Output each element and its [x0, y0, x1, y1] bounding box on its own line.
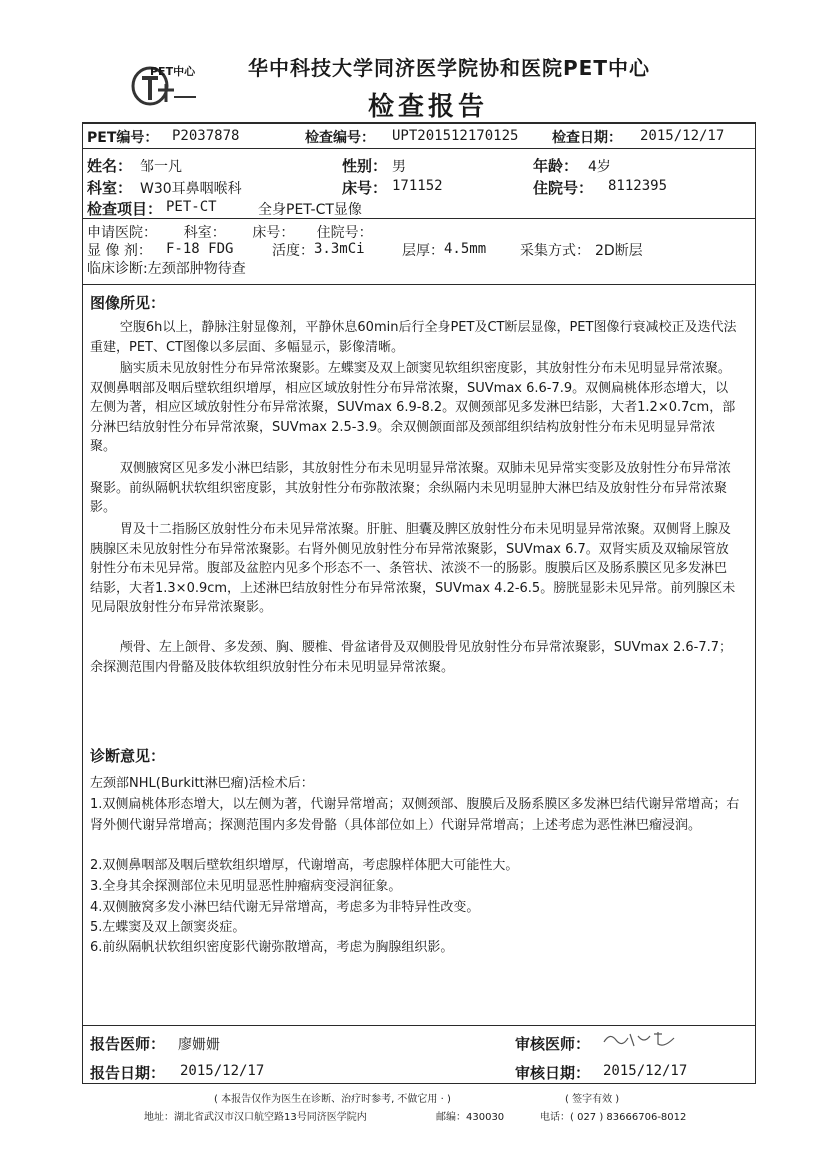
admission-value: 8112395 [608, 178, 668, 194]
acquisition-mode-label: 采集方式： [520, 243, 590, 259]
activity-value: 3.3mCi [314, 241, 365, 257]
diagnosis-item: 4.双侧腋窝多发小淋巴结代谢无异常增高，考虑多为非特异性改变。 [90, 900, 480, 915]
exam-date-label: 检查日期： [552, 130, 622, 146]
bed-value: 171152 [392, 178, 443, 194]
diagnosis-intro: 左颈部NHL(Burkitt淋巴瘤)活检术后： [90, 776, 314, 791]
exam-item-value: PET-CT [166, 199, 217, 215]
review-date-value: 2015/12/17 [603, 1063, 688, 1079]
report-doctor-value: 廖姗姗 [178, 1037, 220, 1053]
diagnosis-item: 3.全身其余探测部位未见明显恶性肿瘤病变浸润征象。 [90, 879, 402, 894]
reviewer-label: 审核医师： [515, 1035, 591, 1053]
name-label: 姓名： [87, 157, 133, 175]
findings-paragraph: 胃及十二指肠区放射性分布未见异常浓聚。肝脏、胆囊及脾区放射性分布未见明显异常浓聚。双侧肾上腺及胰腺区未见放射性分布异常浓聚影。右肾外侧见放射性分布异常浓聚影，SUVmax 6.7。双肾实质及双输尿管放射性分布未见异常。腹部及盆腔内见多个形态不一、条管状、浓淡不一的肠影。腹膜后区及肠系膜区见多发淋巴结影，大者1.3×0.9cm，上述淋巴结放射性分布异常浓聚，SUVmax 4.2-6.5。膀胱显影未见异常。前列腺区未见局限放射性分布异常浓聚影。 [90, 522, 736, 616]
pet-no-label: PET编号： [87, 130, 159, 146]
name-value: 邹一凡 [140, 159, 182, 175]
acquisition-mode-value: 2D断层 [595, 243, 643, 259]
frame-bottom-line [82, 1083, 756, 1084]
footer-postcode: 邮编：430030 [436, 1112, 505, 1123]
exam-no-label: 检查编号： [305, 130, 375, 146]
report-doctor-label: 报告医师： [90, 1035, 166, 1053]
clinical-diagnosis: 临床诊断:左颈部肿物待查 [87, 261, 246, 277]
frame-top-line [82, 122, 756, 124]
report-date-label: 报告日期： [90, 1064, 166, 1082]
thickness-value: 4.5mm [444, 241, 487, 257]
dept-value: W30耳鼻咽喉科 [140, 181, 242, 197]
dept-label: 科室： [87, 179, 133, 197]
findings-paragraph: 空腹6h以上，静脉注射显像剂，平静休息60min后行全身PET及CT断层显像，PET图像行衰减校正及迭代法重建，PET、CT图像以多层面、多幅显示，影像清晰。 [90, 320, 737, 355]
frame-left-line [82, 122, 83, 1084]
row-divider [82, 284, 756, 285]
age-label: 年龄： [533, 157, 579, 175]
diagnosis-item: 6.前纵隔帆状软组织密度影代谢弥散增高，考虑为胸腺组织影。 [90, 940, 454, 955]
exam-item-detail: 全身PET-CT显像 [258, 202, 362, 218]
footer-address: 地址：湖北省武汉市汉口航空路13号同济医学院内 [144, 1112, 367, 1123]
request-hospital-line: 申请医院： 科室： 床号： 住院号： [87, 225, 373, 241]
diagnosis-heading: 诊断意见： [90, 747, 166, 765]
exam-no-value: UPT201512170125 [392, 128, 519, 144]
findings-paragraph: 颅骨、左上颌骨、多发颈、胸、腰椎、骨盆诸骨及双侧股骨见放射性分布异常浓聚影，SUVmax 2.6-7.7；余探测范围内骨骼及肢体软组织放射性分布未见明显异常浓聚。 [90, 640, 733, 675]
imaging-agent-label: 显 像 剂： [87, 243, 152, 259]
findings-paragraph: 脑实质未见放射性分布异常浓聚影。左蝶窦及双上颌窦见软组织密度影，其放射性分布未见明显异常浓聚。双侧鼻咽部及咽后壁软组织增厚，相应区域放射性分布异常浓聚，SUVmax 6.6-7.9。双侧扁桃体形态增大，以左侧为著，相应区域放射性分布异常浓聚，SUVmax 6.9-8.2。双侧颈部见多发淋巴结影，大者1.2×0.7cm，部分淋巴结放射性分布异常浓聚，SUVmax 2.5-3.9。余双侧颌面部及颈部组织结构放射性分布未见明显异常浓聚。 [90, 361, 736, 455]
institution-title: 华中科技大学同济医学院协和医院PET中心 [248, 56, 650, 80]
diagnosis-item: 2.双侧鼻咽部及咽后壁软组织增厚，代谢增高，考虑腺样体肥大可能性大。 [90, 858, 519, 873]
report-date-value: 2015/12/17 [180, 1063, 265, 1079]
pet-center-logo [128, 60, 198, 108]
reviewer-signature [600, 1028, 680, 1052]
activity-label: 活度： [272, 243, 314, 259]
findings-paragraph: 双侧腋窝区见多发小淋巴结影，其放射性分布未见明显异常浓聚。双肺未见异常实变影及放射性分布异常浓聚影。前纵隔帆状软组织密度影，其放射性分布弥散浓聚；余纵隔内未见明显肿大淋巴结及放射性分布异常浓聚影。 [90, 461, 731, 516]
imaging-agent-value: F-18 FDG [166, 241, 234, 257]
thickness-label: 层厚： [402, 243, 444, 259]
diagnosis-item: 5.左蝶窦及双上颌窦炎症。 [90, 920, 246, 935]
frame-right-line [755, 122, 756, 1084]
footer-phone: 电话：( 027 ) 83666706-8012 [540, 1112, 687, 1123]
row-divider [82, 218, 756, 219]
bed-label: 床号： [342, 179, 388, 197]
row-divider [82, 148, 756, 149]
findings-heading: 图像所见： [90, 294, 166, 312]
row-divider [82, 1025, 756, 1026]
diagnosis-item: 1.双侧扁桃体形态增大，以左侧为著，代谢异常增高；双侧颈部、腹膜后及肠系膜区多发淋巴结代谢异常增高；右肾外侧代谢异常增高；探测范围内多发骨骼（具体部位如上）代谢异常增高；上述考虑为恶性淋巴瘤浸润。 [90, 797, 740, 833]
pet-no-value: P2037878 [172, 128, 240, 144]
review-date-label: 审核日期： [515, 1064, 591, 1082]
sex-value: 男 [392, 159, 406, 175]
admission-label: 住院号： [533, 179, 594, 197]
sex-label: 性别： [342, 157, 388, 175]
footer-stamp-note: ( 签字有效 ) [565, 1094, 620, 1105]
exam-item-label: 检查项目： [87, 200, 163, 218]
logo-text: PET中心 [150, 65, 196, 78]
exam-date-value: 2015/12/17 [640, 128, 725, 144]
footer-note: ( 本报告仅作为医生在诊断、治疗时参考, 不做它用 · ) [214, 1094, 451, 1105]
age-value: 4岁 [588, 159, 611, 175]
report-title: 检查报告 [368, 92, 489, 122]
